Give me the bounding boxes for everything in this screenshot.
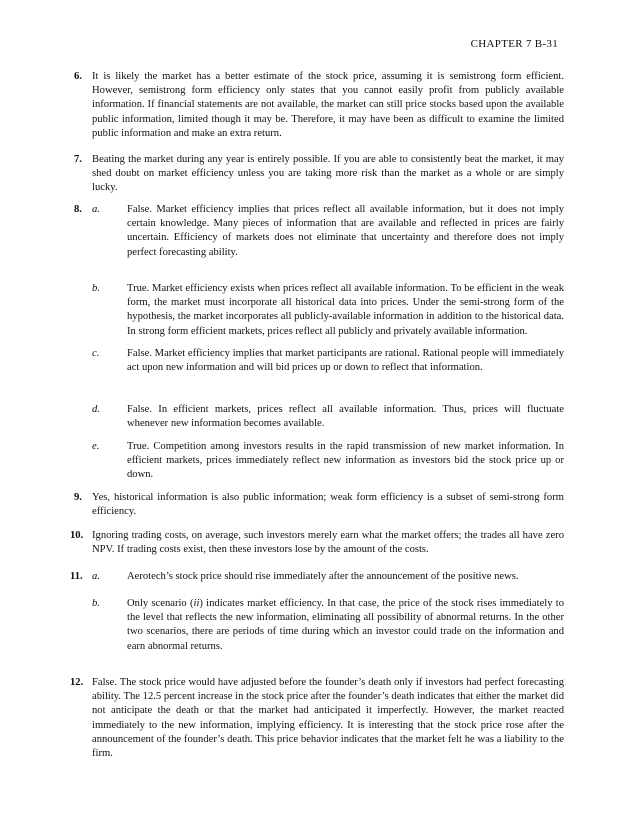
- sub-text: Aerotech’s stock price should rise immediately after the announcement of the positive news.: [127, 571, 519, 582]
- answer-number: 10.: [70, 530, 84, 541]
- answer-text: False. The stock price would have adjusted before the founder’s death only if investors had perfect forecasting ability. The 12.5 percent increase in the stock price after the founder’s death indicates that either the market did not anticipate the death or that the market had anticipated it imperfectly. However, the market reacted immediately to the new information, implying efficiency. It is interesting that the stock price rose after the announcement of the founder’s death. This price behavior indicates that the market felt he was a liability to the firm.: [92, 677, 564, 760]
- answer-6: [74, 70, 564, 141]
- answer-8e: [78, 440, 564, 483]
- answer-number: 11.: [70, 571, 83, 582]
- sub-text-before: Only scenario (: [127, 598, 194, 609]
- answer-number: 9.: [74, 492, 82, 503]
- answer-text: Yes, historical information is also public information; weak form efficiency is a subset of semi-strong form efficiency.: [92, 492, 564, 518]
- answer-11: [70, 570, 564, 584]
- sub-letter: b.: [92, 598, 100, 609]
- answer-text: It is likely the market has a better estimate of the stock price, assuming it is semistrong form efficient. However, semistrong form efficiency only states that you cannot easily profit from publicly available information. If financial statements are not available, the market can still price stocks based upon the available public information, limited though it may be. Therefore, it may have been as difficult to examine the limited public information and make an extra return.: [92, 71, 564, 139]
- answer-number: 12.: [70, 677, 84, 688]
- answer-10: [70, 529, 564, 557]
- sub-letter: a.: [92, 571, 100, 582]
- sub-letter: c.: [92, 348, 100, 359]
- answer-7: [74, 153, 564, 196]
- answer-number: 7.: [74, 154, 82, 165]
- answer-8d: [78, 403, 564, 431]
- sub-letter: d.: [92, 404, 100, 415]
- sub-text: True. Market efficiency exists when prices reflect all available information. To be efficient in the weak form, the market must incorporate all historical data into prices. Under the semi-strong form of the hypothesis, the market incorporates all publicly-available information in addition to the historical data. In strong form efficient markets, prices reflect all publicly and privately available information.: [127, 283, 564, 337]
- sub-letter: b.: [92, 283, 100, 294]
- answer-number: 8.: [74, 204, 82, 215]
- answer-11a: [78, 570, 564, 584]
- answer-number: 6.: [74, 71, 82, 82]
- answer-11b: [78, 597, 564, 654]
- sub-text: [127, 597, 564, 654]
- answer-8b: [78, 282, 564, 339]
- sub-text: False. In efficient markets, prices reflect all available information. Thus, prices will fluctuate whenever new information becomes available.: [127, 404, 564, 430]
- page-header: CHAPTER 7 B-31: [470, 38, 558, 50]
- answer-text: Beating the market during any year is entirely possible. If you are able to consistently beat the market, it may shed doubt on market efficiency unless you are taking more risk than the market as a whole or are simply lucky.: [92, 154, 564, 194]
- answer-text: Ignoring trading costs, on average, such investors merely earn what the market offers; the trades all have zero NPV. If trading costs exist, then these investors lose by the amount of the costs.: [92, 530, 564, 556]
- answer-8: [74, 203, 564, 260]
- sub-text-after: ) indicates market efficiency. In that case, the price of the stock rises immediately to the level that reflects the new information, eliminating all possibility of abnormal returns. In the other two scenarios, there are periods of time during which an investor could trade on the information and earn abnormal returns.: [127, 598, 564, 652]
- sub-letter: a.: [92, 204, 100, 215]
- sub-text: True. Competition among investors results in the rapid transmission of new market information. In efficient markets, prices immediately reflect new information as investors bid the stock price up or down.: [127, 441, 564, 481]
- sub-text-italic: ii: [193, 598, 200, 609]
- sub-text: False. Market efficiency implies that market participants are rational. Rational people will immediately act upon new information and will bid prices up or down to reflect that information.: [127, 348, 564, 374]
- sub-text: False. Market efficiency implies that prices reflect all available information, but it does not imply certain knowledge. Many pieces of information that are available and reflected in prices are fairly uncertain. Efficiency of markets does not eliminate that uncertainty and therefore does not imply perfect forecasting ability.: [127, 204, 564, 258]
- sub-letter: e.: [92, 441, 100, 452]
- answer-9: [74, 491, 564, 519]
- answer-8a: [78, 203, 564, 260]
- answer-8c: [78, 347, 564, 375]
- answer-12: [70, 676, 564, 761]
